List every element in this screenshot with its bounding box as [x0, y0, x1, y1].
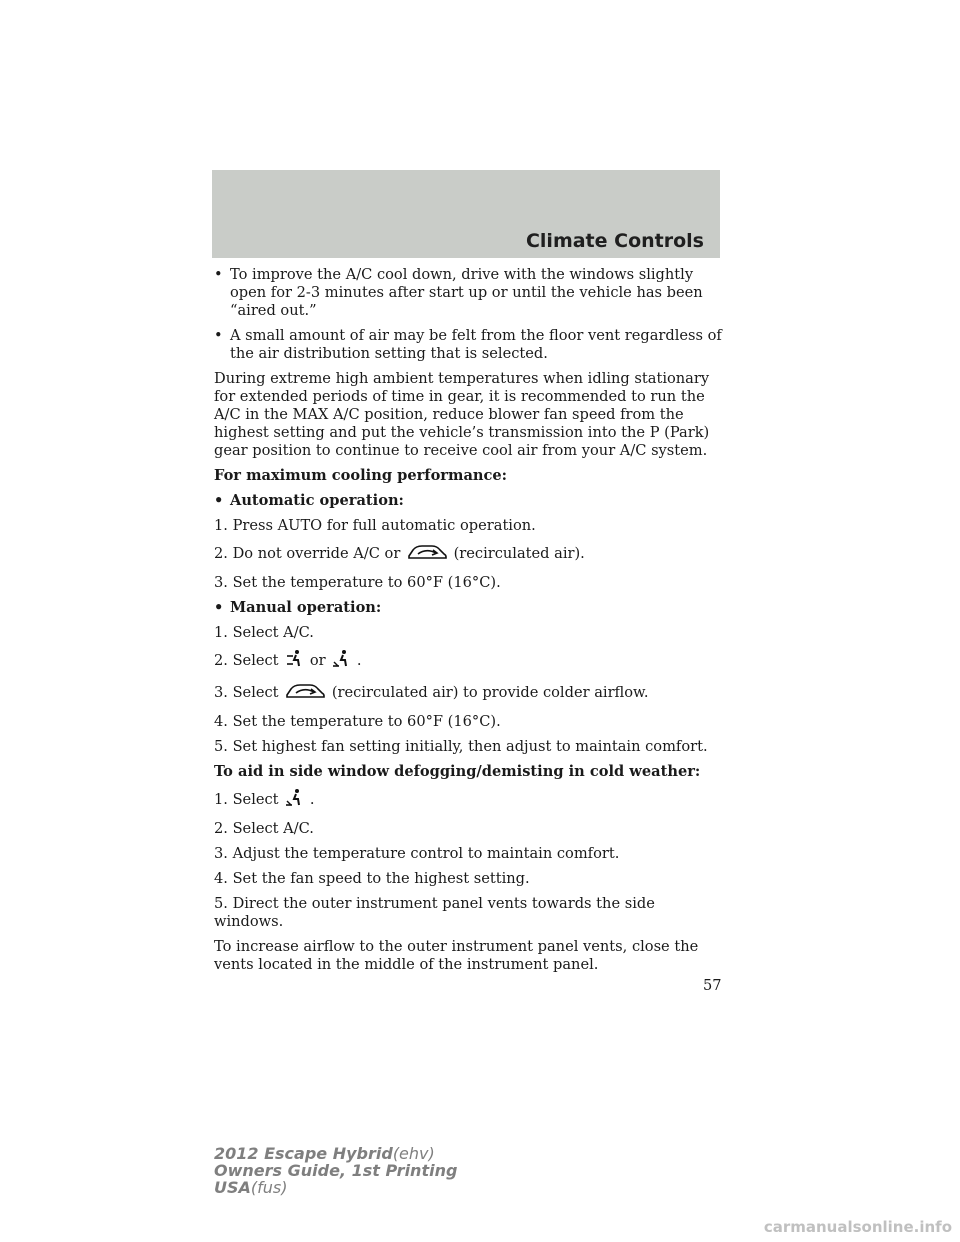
section-title: Climate Controls	[525, 230, 704, 252]
panel-floor-mode-icon	[284, 649, 304, 674]
manual-step-3	[214, 681, 724, 706]
heading-max-cooling: For maximum cooling performance:	[214, 467, 508, 484]
footer-market: USA	[214, 1178, 251, 1197]
page-content	[214, 266, 724, 981]
bullet-item	[214, 327, 724, 363]
auto-step-1: 1. Press AUTO for full automatic operation.	[214, 517, 536, 534]
footer-line-1	[214, 1145, 457, 1162]
manual-step-2-pre: 2. Select	[214, 652, 279, 669]
auto-step-3: 3. Set the temperature to 60°F (16°C).	[214, 574, 501, 591]
bullet-dot: •	[214, 599, 224, 616]
defog-step-1	[214, 788, 724, 813]
footer-model-code: (ehv)	[392, 1144, 435, 1163]
manual-step-2-mid: or	[309, 652, 326, 669]
auto-step-2	[214, 542, 724, 567]
footer-market-code: (fus)	[250, 1178, 288, 1197]
paragraph-high-ambient: During extreme high ambient temperatures when idling stationary for extended periods of time in gear, it is recommended to run the A/C in the MAX A/C position, reduce blower fan speed from the highest setting and put the vehicle’s transmission into the P (Park) gear position to continue to receive cool air from your A/C system.	[214, 370, 710, 459]
section-header-band	[212, 170, 720, 258]
auto-step-2-post: (recirculated air).	[453, 545, 585, 562]
footer-line-3	[214, 1179, 457, 1196]
footer-edition	[214, 1145, 457, 1196]
manual-step-3-post: (recirculated air) to provide colder airflow.	[331, 684, 649, 701]
manual-step-3-pre: 3. Select	[214, 684, 279, 701]
bullet-dot: •	[214, 327, 223, 344]
bullet-text: To improve the A/C cool down, drive with the windows slightly open for 2-3 minutes after start up or until the vehicle has been “aired out.”	[230, 266, 703, 319]
defog-step-1-post: .	[309, 791, 315, 808]
floor-mode-icon	[331, 649, 351, 674]
manual-step-4: 4. Set the temperature to 60°F (16°C).	[214, 713, 501, 730]
defog-step-3: 3. Adjust the temperature control to maintain comfort.	[214, 845, 620, 862]
defog-step-1-pre: 1. Select	[214, 791, 279, 808]
defog-step-2: 2. Select A/C.	[214, 820, 314, 837]
auto-operation-label: Automatic operation:	[230, 492, 404, 509]
bullet-item	[214, 266, 724, 320]
footer-printing: Owners Guide, 1st Printing	[214, 1161, 458, 1180]
bullet-dot: •	[214, 492, 224, 509]
defog-step-5: 5. Direct the outer instrument panel vents towards the side windows.	[214, 895, 655, 930]
manual-step-5: 5. Set highest fan setting initially, then adjust to maintain comfort.	[214, 738, 708, 755]
manual-step-1: 1. Select A/C.	[214, 624, 314, 641]
auto-step-2-pre: 2. Do not override A/C or	[214, 545, 401, 562]
bullet-dot: •	[214, 266, 223, 283]
recirculated-air-icon	[284, 681, 326, 706]
paragraph-airflow: To increase airflow to the outer instrument panel vents, close the vents located in the middle of the instrument panel.	[214, 938, 699, 973]
bullet-auto-operation	[214, 492, 724, 510]
bullet-text: A small amount of air may be felt from the floor vent regardless of the air distribution setting that is selected.	[230, 327, 722, 362]
manual-operation-label: Manual operation:	[230, 599, 382, 616]
footer-line-2	[214, 1162, 457, 1179]
defog-step-4: 4. Set the fan speed to the highest setting.	[214, 870, 530, 887]
watermark: carmanualsonline.info	[763, 1218, 952, 1236]
bullet-manual-operation	[214, 599, 724, 617]
heading-defog: To aid in side window defogging/demisting in cold weather:	[214, 763, 701, 780]
manual-step-2-post: .	[356, 652, 362, 669]
recirculated-air-icon	[406, 542, 448, 567]
manual-step-2	[214, 649, 724, 674]
footer-model: 2012 Escape Hybrid	[214, 1144, 393, 1163]
floor-mode-icon	[284, 788, 304, 813]
page-number: 57	[703, 977, 722, 994]
